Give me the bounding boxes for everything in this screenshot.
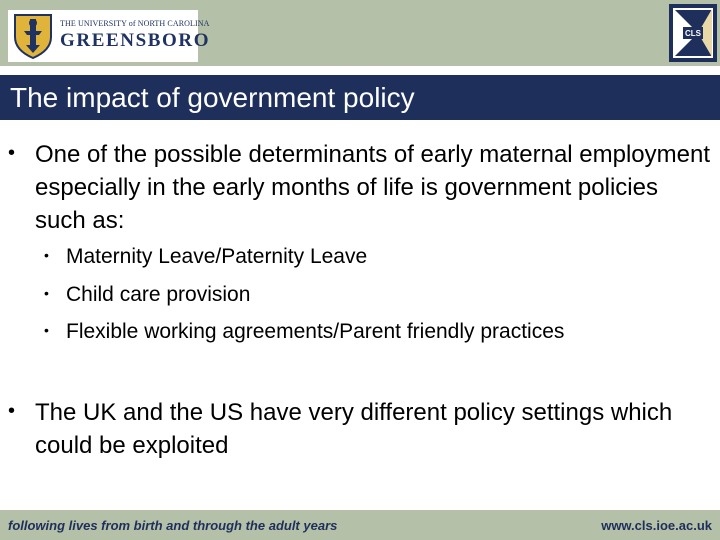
logo-university-line: THE UNIVERSITY of NORTH CAROLINA [60, 19, 210, 28]
bullet-dot-icon: • [8, 142, 16, 164]
sub-bullet-text: Maternity Leave/Paternity Leave [66, 245, 368, 268]
footer-tagline: following lives from birth and through the adult years [8, 518, 338, 533]
slide-title: The impact of government policy [10, 82, 415, 113]
title-bar [0, 75, 720, 120]
sub-bullet-text: Child care provision [66, 283, 251, 306]
bullet-text: The UK and the US have very different policy settings which could be exploited [35, 399, 673, 459]
sub-bullet-dot-icon: • [44, 247, 49, 263]
footer-url: www.cls.ioe.ac.uk [601, 518, 712, 533]
cls-logo-text: CLS [685, 29, 701, 38]
sub-bullet-text: Flexible working agreements/Parent friendly practices [66, 320, 565, 343]
shield-crest-icon [12, 13, 54, 59]
cls-logo [668, 3, 718, 63]
logo-greensboro-line: GREENSBORO [60, 30, 211, 51]
header-band [0, 0, 720, 66]
bullet-text: One of the possible determinants of early maternal employment especially in the early months of life is government policies such as: [35, 141, 711, 234]
university-logo [8, 10, 211, 62]
footer-bar [0, 510, 720, 540]
bullet-dot-icon: • [8, 400, 16, 422]
sub-bullet-dot-icon: • [44, 285, 49, 301]
sub-bullet-dot-icon: • [44, 322, 49, 338]
